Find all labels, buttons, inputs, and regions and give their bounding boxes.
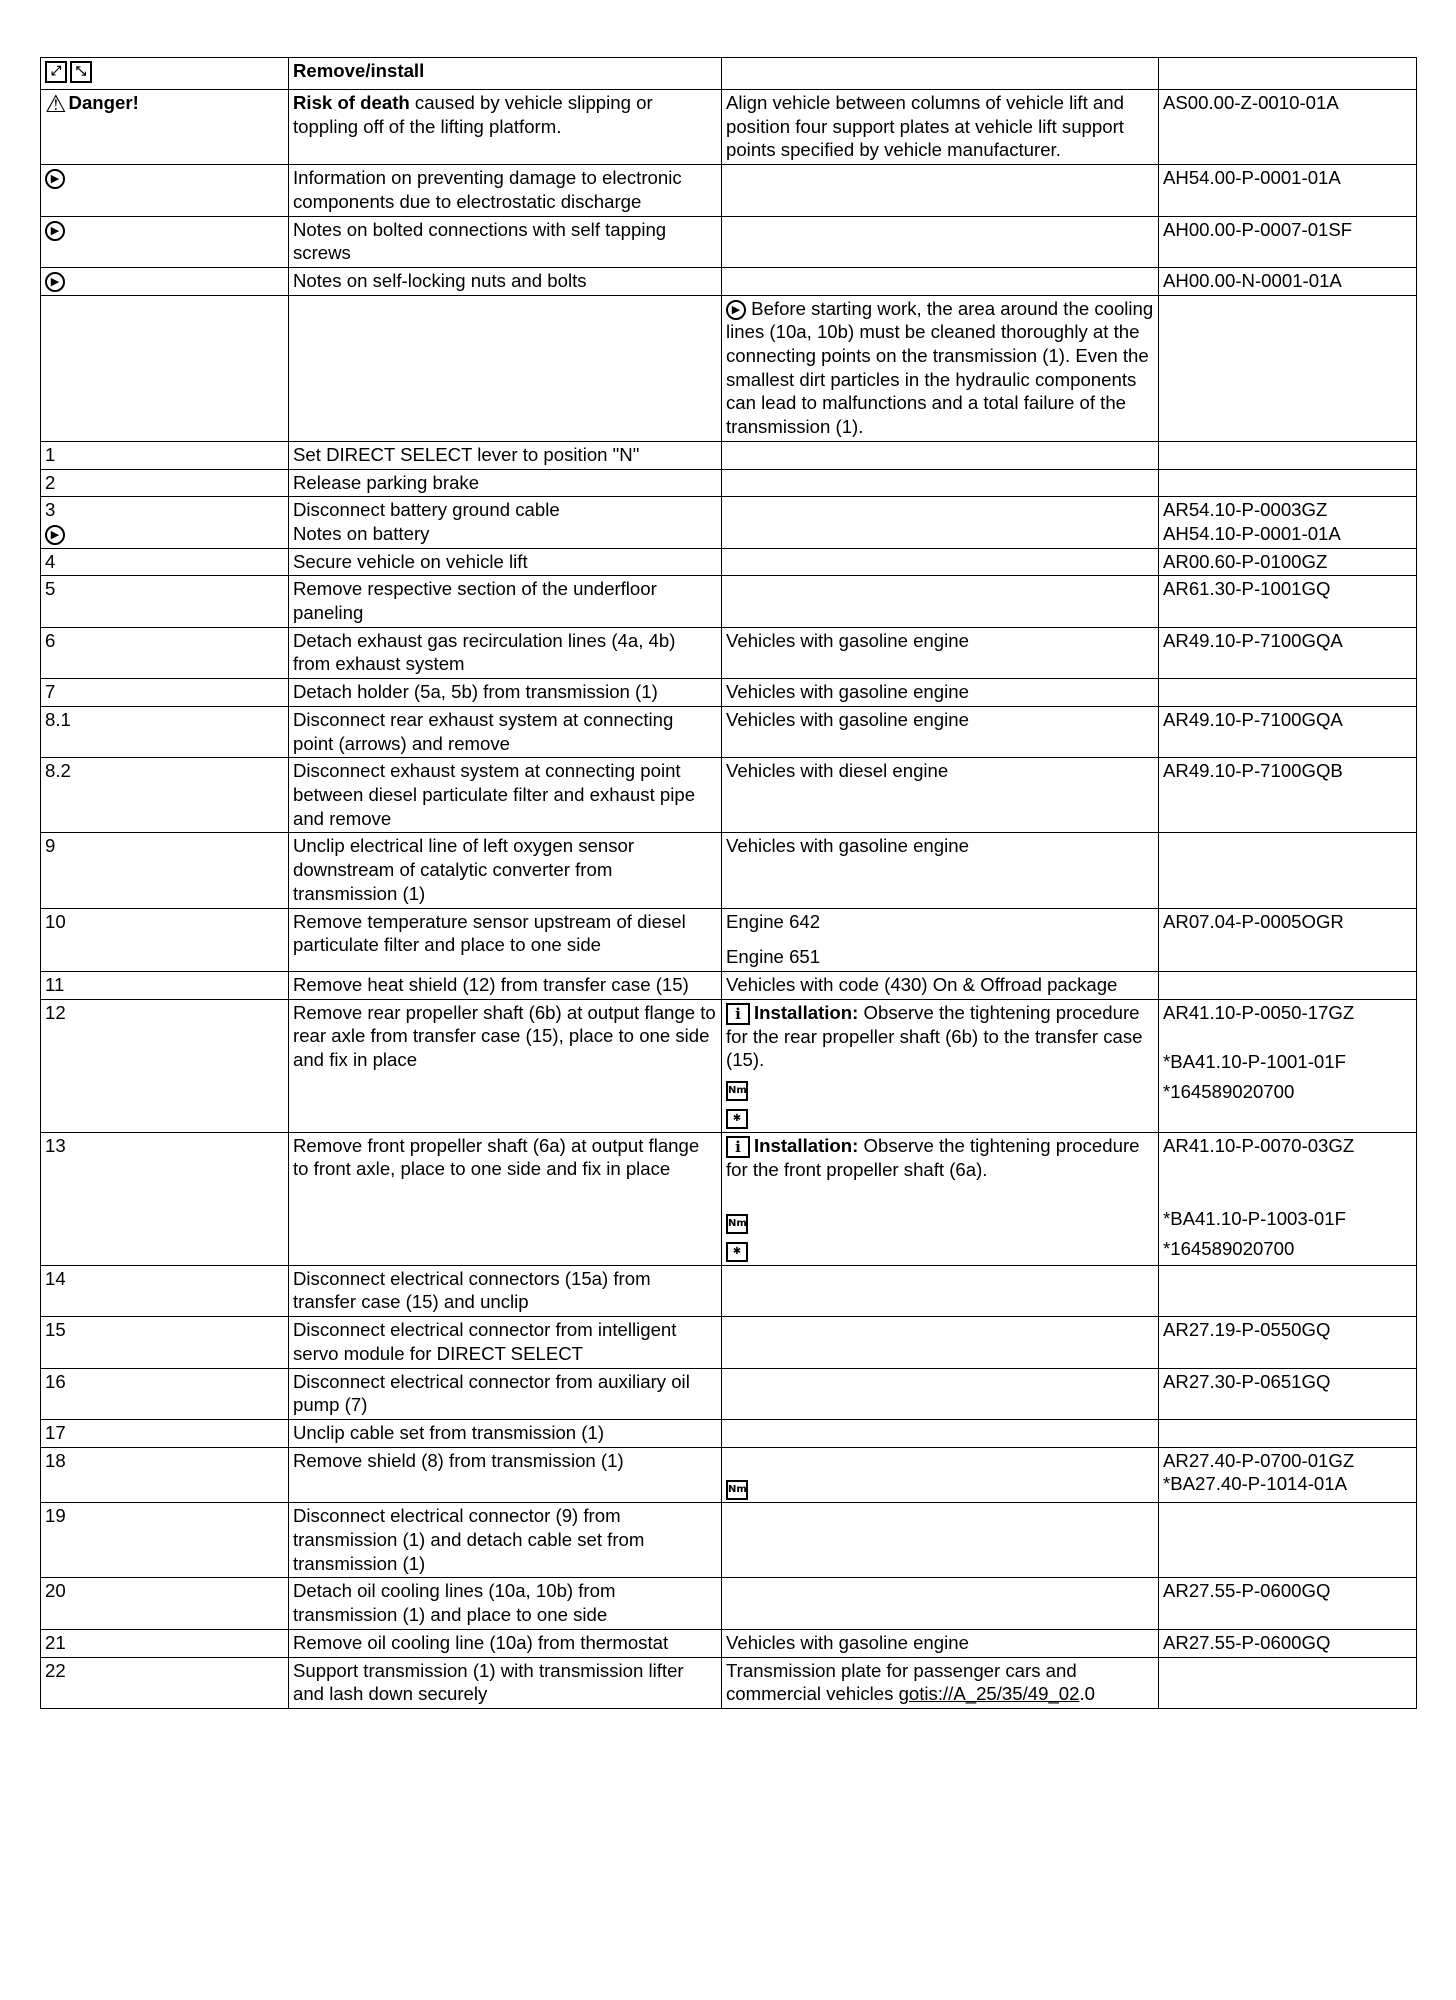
- special-tool-icon[interactable]: ✱: [726, 1109, 748, 1129]
- step-ref[interactable]: AR27.40-P-0700-01GZ: [1163, 1449, 1355, 1471]
- info-icon: i: [726, 1136, 750, 1158]
- step-row-6: [41, 627, 1417, 678]
- step-text: Remove front propeller shaft (6a) at output flange to front axle, place to one side and fix in place: [289, 1132, 722, 1265]
- step-row-19: [41, 1503, 1417, 1578]
- step-condition: Vehicles with diesel engine: [722, 758, 1159, 833]
- step-number: 4: [41, 548, 289, 576]
- step-number: 8.2: [41, 758, 289, 833]
- step-condition-tail: .0: [1079, 1683, 1095, 1705]
- header-empty-3: [722, 58, 1159, 90]
- step-text: Remove oil cooling line (10a) from thermostat: [289, 1629, 722, 1657]
- step-condition: Vehicles with gasoline engine: [722, 706, 1159, 757]
- header-empty-4: [1159, 58, 1417, 90]
- step-condition: Vehicles with gasoline engine: [722, 627, 1159, 678]
- step-number: 16: [41, 1368, 289, 1419]
- step-text: Support transmission (1) with transmission lifter and lash down securely: [289, 1657, 722, 1708]
- header-row: [41, 58, 1417, 90]
- step-ref[interactable]: AR00.60-P-0100GZ: [1159, 548, 1417, 576]
- step-text: Unclip electrical line of left oxygen sensor downstream of catalytic converter from transmission (1): [289, 833, 722, 908]
- step-number-cell: [41, 497, 289, 548]
- step-text: Unclip cable set from transmission (1): [289, 1419, 722, 1447]
- step-text: Disconnect exhaust system at connecting point between diesel particulate filter and exhaust pipe and remove: [289, 758, 722, 833]
- step-text: Disconnect electrical connector from auxiliary oil pump (7): [289, 1368, 722, 1419]
- warning-triangle-icon: ⚠: [45, 90, 67, 119]
- step-ref-cell: [1159, 1447, 1417, 1503]
- note-ref[interactable]: AH00.00-N-0001-01A: [1159, 267, 1417, 295]
- step-text: Remove temperature sensor upstream of diesel particulate filter and place to one side: [289, 908, 722, 971]
- torque-icon[interactable]: Nm: [726, 1480, 748, 1500]
- step-info-cell: [722, 1447, 1159, 1503]
- step-note: Notes on battery: [293, 522, 430, 544]
- step-number: 9: [41, 833, 289, 908]
- step-row-12: [41, 999, 1417, 1132]
- step-row-15: [41, 1317, 1417, 1368]
- gotis-link[interactable]: gotis://A_25/35/49_02: [898, 1683, 1080, 1705]
- step-ref[interactable]: AR27.30-P-0651GQ: [1159, 1368, 1417, 1419]
- step-text: Detach holder (5a, 5b) from transmission (1): [289, 679, 722, 707]
- step-ref[interactable]: AR49.10-P-7100GQA: [1159, 627, 1417, 678]
- step-condition-2: Engine 651: [726, 946, 821, 968]
- note-ref[interactable]: AH00.00-P-0007-01SF: [1159, 216, 1417, 267]
- step-text: Remove heat shield (12) from transfer case (15): [289, 971, 722, 999]
- step-row-20: [41, 1578, 1417, 1629]
- step-condition: Engine 642: [726, 910, 821, 932]
- step-text: Release parking brake: [289, 469, 722, 497]
- step-text: Detach oil cooling lines (10a, 10b) from transmission (1) and place to one side: [289, 1578, 722, 1629]
- step-text: Disconnect electrical connector from intelligent servo module for DIRECT SELECT: [289, 1317, 722, 1368]
- step-ref-cell: [1159, 1132, 1417, 1265]
- step-number: 15: [41, 1317, 289, 1368]
- procedure-document: [40, 57, 1416, 1709]
- step-number: 14: [41, 1265, 289, 1316]
- step-text: Remove shield (8) from transmission (1): [289, 1447, 722, 1503]
- step-row-18: [41, 1447, 1417, 1503]
- step-number: 2: [41, 469, 289, 497]
- notice-icon: ▶: [45, 272, 65, 292]
- step-number: 20: [41, 1578, 289, 1629]
- step-text: Disconnect rear exhaust system at connecting point (arrows) and remove: [289, 706, 722, 757]
- step-row-22: [41, 1657, 1417, 1708]
- note-text: Notes on self-locking nuts and bolts: [289, 267, 722, 295]
- step-number: 8.1: [41, 706, 289, 757]
- step-text: Set DIRECT SELECT lever to position "N": [289, 441, 722, 469]
- step-number: 7: [41, 679, 289, 707]
- step-number: 18: [41, 1447, 289, 1503]
- danger-row: [41, 90, 1417, 165]
- step-number: 11: [41, 971, 289, 999]
- step-number: 3: [45, 499, 56, 521]
- step-info-cell: [722, 999, 1159, 1132]
- step-text: Secure vehicle on vehicle lift: [289, 548, 722, 576]
- tool-ref[interactable]: *164589020700: [1163, 1237, 1295, 1259]
- danger-label: Danger!: [68, 92, 139, 113]
- danger-measure: Align vehicle between columns of vehicle lift and position four support plates at vehicle lift support points specified by vehicle manufacturer.: [722, 90, 1159, 165]
- danger-label-cell: [41, 90, 289, 165]
- step-condition: Vehicles with gasoline engine: [722, 1629, 1159, 1657]
- tool-ref[interactable]: *164589020700: [1163, 1081, 1295, 1103]
- installation-info: i Installation: Observe the tightening procedure for the rear propeller shaft (6b) to the transfer case (15).: [726, 1001, 1143, 1071]
- step-number: 21: [41, 1629, 289, 1657]
- step-ref-cell: [1159, 497, 1417, 548]
- cleaning-note-text: Before starting work, the area around the cooling lines (10a, 10b) must be cleaned thoroughly at the connecting points on the transmission (1). Even the smallest dirt particles in the hydraulic components can lead to malfunctions and a total failure of the transmission (1).: [726, 297, 1154, 438]
- expand-icon[interactable]: ⤢: [45, 61, 67, 83]
- notice-icon: ▶: [726, 300, 746, 320]
- notice-icon: ▶: [45, 525, 65, 545]
- step-ref[interactable]: AR27.55-P-0600GQ: [1159, 1629, 1417, 1657]
- step-row-8-1: [41, 706, 1417, 757]
- step-number: 19: [41, 1503, 289, 1578]
- step-text: Disconnect electrical connectors (15a) from transfer case (15) and unclip: [289, 1265, 722, 1316]
- collapse-icon[interactable]: ⤡: [70, 61, 92, 83]
- note-row: [41, 267, 1417, 295]
- danger-risk-bold: Risk of death: [293, 92, 410, 113]
- torque-icon[interactable]: Nm: [726, 1081, 748, 1101]
- step-condition: Vehicles with gasoline engine: [722, 833, 1159, 908]
- step-number: 13: [41, 1132, 289, 1265]
- step-row-16: [41, 1368, 1417, 1419]
- step-row-7: [41, 679, 1417, 707]
- danger-risk-text: caused by vehicle slipping or toppling off of the lifting platform.: [293, 92, 653, 137]
- cleaning-note-row: [41, 295, 1417, 441]
- step-ref[interactable]: AR41.10-P-0070-03GZ: [1163, 1134, 1355, 1156]
- step-text: Disconnect battery ground cable: [293, 499, 560, 521]
- step-row-14: [41, 1265, 1417, 1316]
- notice-icon: ▶: [45, 221, 65, 241]
- cleaning-note-cell: [722, 295, 1159, 441]
- step-ref[interactable]: AR27.55-P-0600GQ: [1159, 1578, 1417, 1629]
- step-number: 6: [41, 627, 289, 678]
- step-row-1: [41, 441, 1417, 469]
- torque-icon[interactable]: Nm: [726, 1214, 748, 1234]
- note-row: [41, 165, 1417, 216]
- step-row-17: [41, 1419, 1417, 1447]
- step-condition-cell: [722, 908, 1159, 971]
- note-text: Notes on bolted connections with self tapping screws: [289, 216, 722, 267]
- procedure-table: [40, 57, 1417, 1709]
- step-row-4: [41, 548, 1417, 576]
- step-number: 12: [41, 999, 289, 1132]
- step-ref[interactable]: AR49.10-P-7100GQA: [1159, 706, 1417, 757]
- torque-ref[interactable]: *BA41.10-P-1001-01F: [1163, 1051, 1346, 1073]
- step-ref[interactable]: AR49.10-P-7100GQB: [1159, 758, 1417, 833]
- step-ref[interactable]: AR41.10-P-0050-17GZ: [1163, 1001, 1355, 1023]
- step-condition: Vehicles with gasoline engine: [722, 679, 1159, 707]
- step-ref[interactable]: AR27.19-P-0550GQ: [1159, 1317, 1417, 1368]
- step-row-13: [41, 1132, 1417, 1265]
- step-row-21: [41, 1629, 1417, 1657]
- step-text: Remove rear propeller shaft (6b) at output flange to rear axle from transfer case (15), place to one side and fix in place: [289, 999, 722, 1132]
- step-condition: Vehicles with code (430) On & Offroad package: [722, 971, 1159, 999]
- step-condition: Transmission plate for passenger cars and commercial vehicles: [726, 1659, 1077, 1705]
- danger-ref[interactable]: AS00.00-Z-0010-01A: [1159, 90, 1417, 165]
- note-row: [41, 216, 1417, 267]
- step-info-cell: [722, 1132, 1159, 1265]
- step-row-8-2: [41, 758, 1417, 833]
- step-row-3: [41, 497, 1417, 548]
- torque-ref[interactable]: *BA41.10-P-1003-01F: [1163, 1208, 1346, 1230]
- step-ref[interactable]: AR61.30-P-1001GQ: [1159, 576, 1417, 627]
- step-row-11: [41, 971, 1417, 999]
- note-ref[interactable]: AH54.00-P-0001-01A: [1159, 165, 1417, 216]
- step-text: Remove respective section of the underfloor paneling: [289, 576, 722, 627]
- header-icons-cell: [41, 58, 289, 90]
- step-number: 10: [41, 908, 289, 971]
- step-number: 22: [41, 1657, 289, 1708]
- notice-icon: ▶: [45, 169, 65, 189]
- step-row-5: [41, 576, 1417, 627]
- torque-ref[interactable]: *BA27.40-P-1014-01A: [1163, 1473, 1347, 1495]
- step-ref-cell: [1159, 999, 1417, 1132]
- info-icon: i: [726, 1003, 750, 1025]
- step-row-2: [41, 469, 1417, 497]
- special-tool-icon[interactable]: ✱: [726, 1242, 748, 1262]
- step-text-cell: [289, 497, 722, 548]
- step-condition-cell: [722, 1657, 1159, 1708]
- step-note-ref[interactable]: AH54.10-P-0001-01A: [1163, 522, 1341, 544]
- step-ref[interactable]: AR54.10-P-0003GZ: [1163, 499, 1328, 521]
- step-ref[interactable]: AR07.04-P-0005OGR: [1159, 908, 1417, 971]
- step-number: 17: [41, 1419, 289, 1447]
- header-title: Remove/install: [289, 58, 722, 90]
- step-row-9: [41, 833, 1417, 908]
- step-text: Detach exhaust gas recirculation lines (4a, 4b) from exhaust system: [289, 627, 722, 678]
- step-text: Disconnect electrical connector (9) from transmission (1) and detach cable set from transmission (1): [289, 1503, 722, 1578]
- step-number: 1: [41, 441, 289, 469]
- danger-risk-cell: [289, 90, 722, 165]
- step-row-10: [41, 908, 1417, 971]
- step-number: 5: [41, 576, 289, 627]
- installation-info: i Installation: Observe the tightening procedure for the front propeller shaft (6a).: [726, 1134, 1140, 1180]
- note-text: Information on preventing damage to electronic components due to electrostatic discharge: [289, 165, 722, 216]
